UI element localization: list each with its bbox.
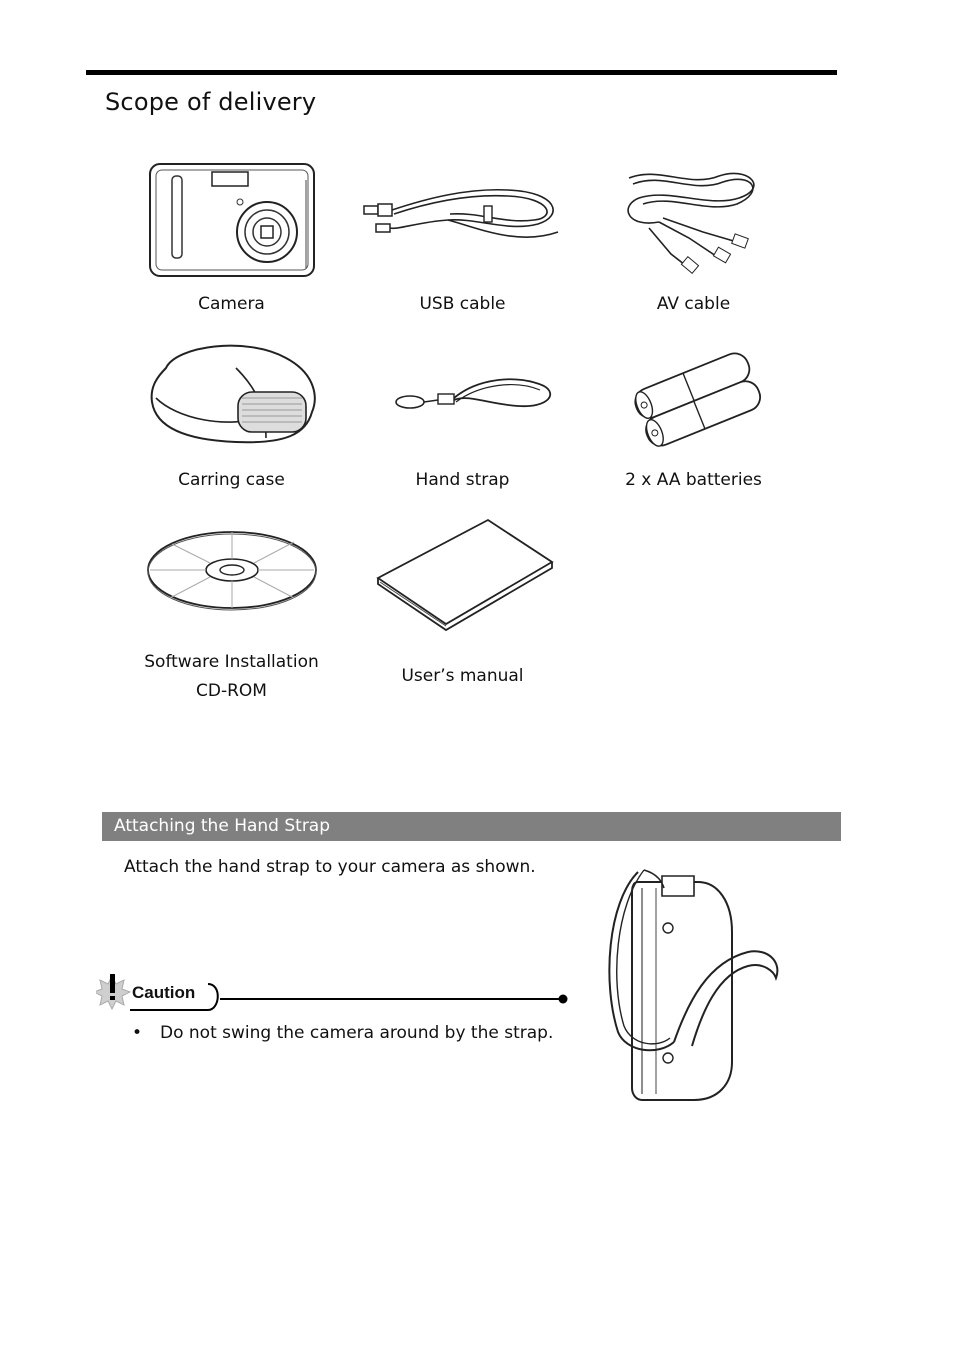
item-av-cable xyxy=(578,158,809,319)
item-label: User’s manual xyxy=(401,666,524,686)
caution-bullet xyxy=(132,1023,553,1043)
hand-strap-icon xyxy=(347,338,578,448)
section-intro: Attach the hand strap to your camera as shown. xyxy=(124,857,536,877)
page-title: Scope of delivery xyxy=(105,88,317,116)
item-label: Camera xyxy=(198,294,265,314)
item-label: Hand strap xyxy=(415,470,510,490)
carrying-case-icon xyxy=(116,338,347,448)
av-cable-icon xyxy=(578,158,809,280)
item-label: Carring case xyxy=(178,470,285,490)
usb-cable-icon xyxy=(347,158,578,280)
batteries-icon xyxy=(578,338,809,448)
camera-with-strap-icon xyxy=(598,862,788,1110)
item-label: AV cable xyxy=(656,294,731,314)
camera-icon xyxy=(116,158,347,280)
item-camera xyxy=(116,158,347,319)
item-hand-strap xyxy=(347,338,578,495)
bullet-dot: • xyxy=(132,1023,143,1043)
item-label: Software Installation CD-ROM xyxy=(144,652,319,701)
manual-icon xyxy=(347,514,578,632)
caution-label: Caution xyxy=(132,983,196,1002)
item-usb-cable xyxy=(347,158,578,319)
caution-callout xyxy=(96,970,576,1020)
item-label: 2 x AA batteries xyxy=(625,470,762,490)
bullet-text: Do not swing the camera around by the strap. xyxy=(160,1023,554,1043)
item-cd-rom xyxy=(116,520,347,706)
cd-rom-icon xyxy=(116,520,347,620)
item-label: USB cable xyxy=(419,294,506,314)
item-carrying-case xyxy=(116,338,347,495)
item-batteries xyxy=(578,338,809,495)
section-title: Attaching the Hand Strap xyxy=(114,816,331,836)
section-header xyxy=(102,812,841,841)
item-manual xyxy=(347,514,578,691)
top-rule xyxy=(86,70,837,75)
